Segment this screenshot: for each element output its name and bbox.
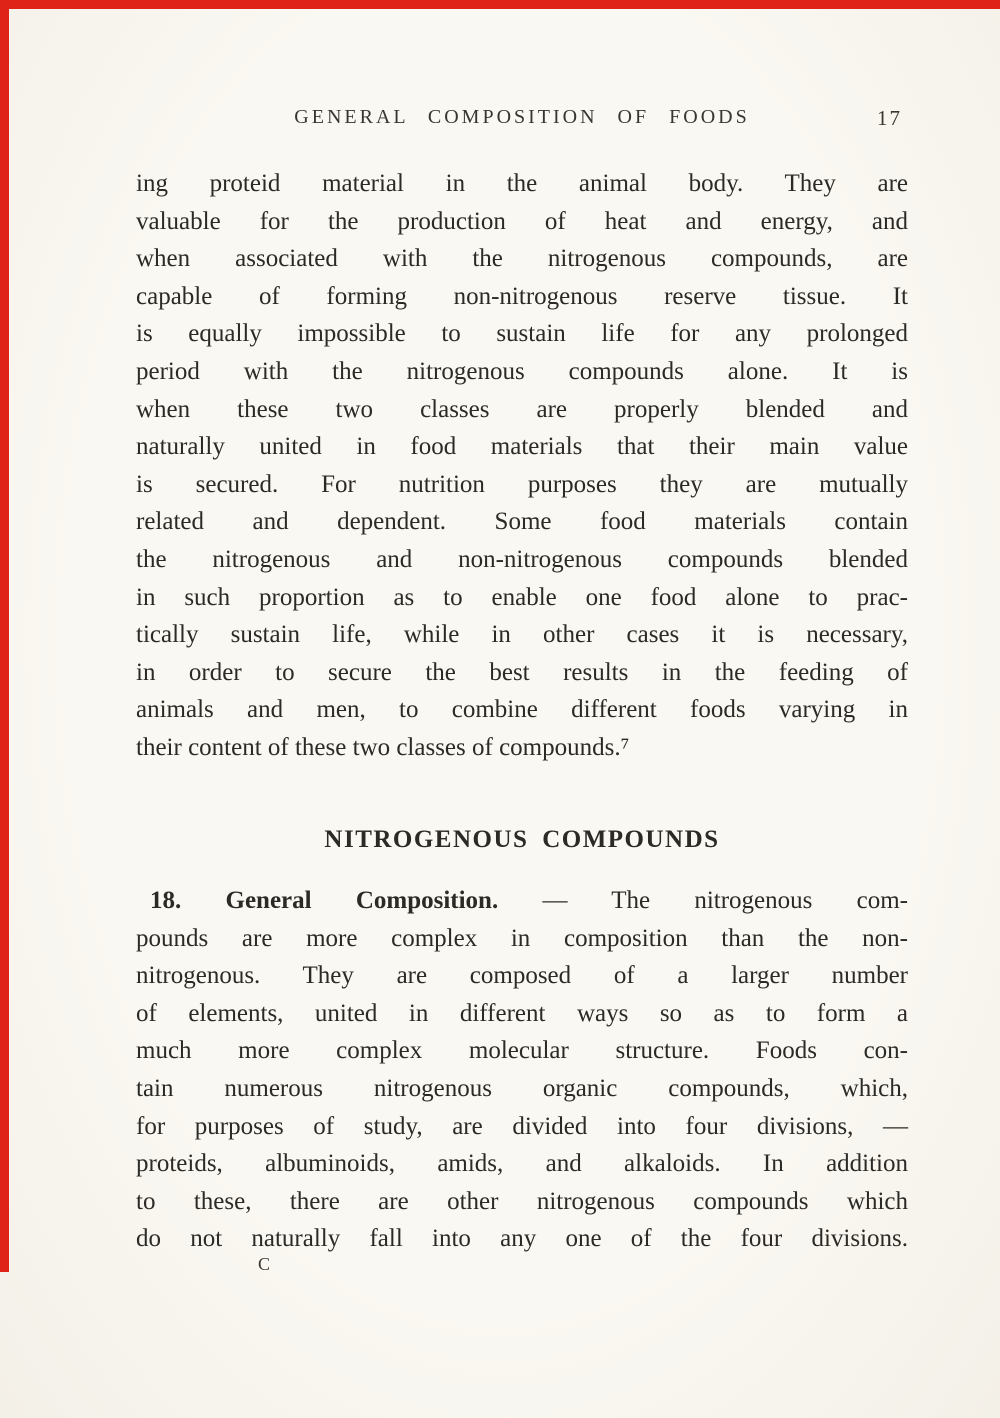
text-line: much more complex molecular structure. Foods con- [136,1037,908,1065]
text-line: in such proportion as to enable one food alone to prac- [136,583,908,611]
paragraph-2-lines [136,920,908,1258]
text-line: proteids, albuminoids, amids, and alkaloids. In addition [136,1150,908,1178]
header-title: GENERAL COMPOSITION OF FOODS [294,106,750,128]
text-line: their content of these two classes of compounds.⁷ [136,733,630,761]
text-line: in order to secure the best results in the feeding of [136,658,908,686]
body-paragraph-1 [136,165,908,767]
text-line: tically sustain life, while in other cases it is necessary, [136,621,908,649]
paragraph-first-line [136,882,908,920]
text-line: of elements, united in different ways so as to form a [136,999,908,1027]
text-line: when these two classes are properly blended and [136,395,908,423]
text-line: nitrogenous. They are composed of a larger number [136,962,908,990]
text-line: naturally united in food materials that their main value [136,433,908,461]
text-line: when associated with the nitrogenous compounds, are [136,245,908,273]
page-number: 17 [877,106,902,130]
text-line: is equally impossible to sustain life for any prolonged [136,320,908,348]
text-line: pounds are more complex in composition than the non- [136,924,908,952]
paragraph-lead-rest: — The nitrogenous com- [498,887,908,914]
running-header [136,106,908,136]
text-line: animals and men, to combine different foods varying in [136,696,908,724]
body-paragraph-2 [136,882,908,1258]
text-line: do not naturally fall into any one of the four divisions. [136,1225,908,1253]
top-edge-artifact [0,0,1000,9]
text-line: the nitrogenous and non-nitrogenous compounds blended [136,545,908,573]
left-edge-artifact [0,0,9,1272]
text-line: tain numerous nitrogenous organic compounds, which, [136,1074,908,1102]
text-line: is secured. For nutrition purposes they are mutually [136,470,908,498]
text-line: period with the nitrogenous compounds alone. It is [136,357,908,385]
text-line: for purposes of study, are divided into four divisions, — [136,1112,908,1140]
section-heading: NITROGENOUS COMPOUNDS [324,826,720,853]
text-line: capable of forming non-nitrogenous reserve tissue. It [136,282,908,310]
text-line: valuable for the production of heat and energy, and [136,207,908,235]
text-line: related and dependent. Some food materials contain [136,508,908,536]
signature-mark: C [258,1254,271,1274]
paragraph-lead: 18. General Composition. [150,887,499,914]
text-line: ing proteid material in the animal body. They are [136,170,908,197]
text-line: to these, there are other nitrogenous compounds which [136,1187,908,1215]
